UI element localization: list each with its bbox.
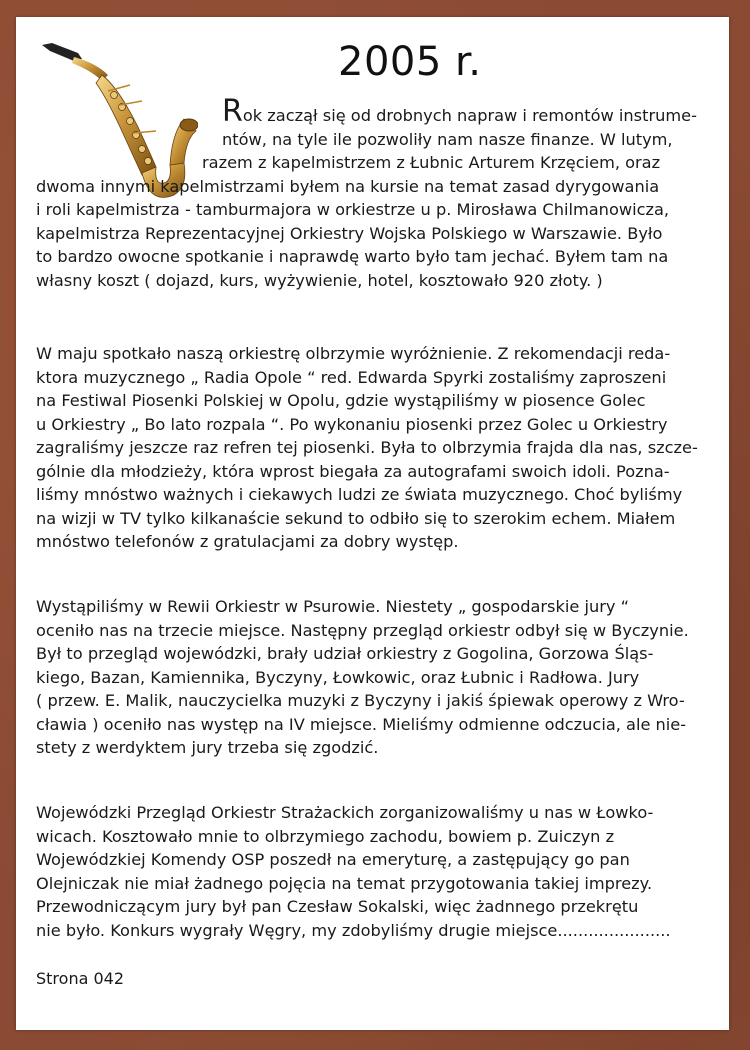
text-line: zagraliśmy jeszcze raz refren tej piosenki. Była to olbrzymia frajda dla nas, szcze-: [36, 438, 698, 457]
text-line: ktora muzycznego „ Radia Opole “ red. Edwarda Spyrki zostaliśmy zaproszeni: [36, 367, 667, 387]
text-line: cławia ) oceniło nas występ na IV miejsce. Mieliśmy odmienne odczucia, ale nie-: [36, 714, 687, 734]
text-line: ntów, na tyle ile pozwoliły nam nasze finanze. W lutym,: [222, 129, 673, 149]
text-line: dwoma innymi kapelmistrzami byłem na kursie na temat zasad dyrygowania: [36, 176, 660, 196]
text-line: Wystąpiliśmy w Rewii Orkiestr w Psurowie. Niestety „ gospodarskie jury “: [36, 597, 629, 616]
paragraph-4: [36, 801, 671, 942]
page-number: Strona 042: [36, 969, 125, 988]
text-line: i roli kapelmistrza - tamburmajora w orkiestrze u p. Mirosława Chilmanowicza,: [36, 200, 670, 219]
text-line: Rok zaczął się od drobnych napraw i remontów instrume-: [222, 94, 697, 129]
text-line: na wizji w TV tylko kilkanaście sekund to odbiło się to szerokim echem. Miałem: [36, 508, 676, 528]
paragraph-2: [36, 342, 698, 554]
text-line: Olejniczak nie miał żadnego pojęcia na temat przygotowania takiej imprezy.: [36, 873, 653, 893]
text-line: Przewodniczącym jury był pan Czesław Sokalski, więc żadnnego przekrętu: [36, 897, 639, 916]
text-line: wicach. Kosztowało mnie to olbrzymiego zachodu, bowiem p. Zuiczyn z: [36, 826, 615, 846]
text-line: Wojewódzkiej Komendy OSP poszedł na emeryturę, a zastępujący go pan: [36, 850, 630, 869]
page-title: 2005 r.: [338, 39, 482, 85]
text-line: stety z werdyktem jury trzeba się zgodzić.: [36, 738, 379, 757]
text-line: ( przew. E. Malik, nauczycielka muzyki z Byczyny i jakiś śpiewak operowy z Wro-: [36, 691, 685, 710]
text-line: u Orkiestry „ Bo lato rozpala “. Po wykonaniu piosenki przez Golec u Orkiestry: [36, 414, 668, 434]
text-line: nie było. Konkurs wygrały Węgry, my zdobyliśmy drugie miejsce......................: [36, 920, 671, 940]
text-line: to bardzo owocne spotkanie i naprawdę warto było tam jechać. Byłem tam na: [36, 247, 669, 266]
text-line: W maju spotkało naszą orkiestrę olbrzymie wyróżnienie. Z rekomendacji reda-: [36, 344, 671, 363]
drop-cap: R: [222, 94, 243, 129]
text-line: na Festiwal Piosenki Polskiej w Opolu, gdzie wystąpiliśmy w piosence Golec: [36, 391, 646, 410]
text-line: liśmy mnóstwo ważnych i ciekawych ludzi ze świata muzycznego. Choć byliśmy: [36, 485, 683, 504]
paragraph-1: [36, 94, 697, 292]
text-line: oceniło nas na trzecie miejsce. Następny przegląd orkiestr odbył się w Byczynie.: [36, 620, 689, 640]
text-line: kapelmistrza Reprezentacyjnej Orkiestry Wojska Polskiego w Warszawie. Było: [36, 223, 663, 243]
text-line: mnóstwo telefonów z gratulacjami za dobry występ.: [36, 532, 459, 551]
text-line: Wojewódzki Przegląd Orkiestr Strażackich zorganizowaliśmy u nas w Łowko-: [36, 803, 654, 822]
paragraph-3: [36, 595, 689, 760]
text-line: kiego, Bazan, Kamiennika, Byczyny, Łowkowic, oraz Łubnic i Radłowa. Jury: [36, 667, 640, 687]
text-line: własny koszt ( dojazd, kurs, wyżywienie, hotel, kosztowało 920 złoty. ): [36, 270, 603, 290]
text-line: razem z kapelmistrzem z Łubnic Arturem Krzęciem, oraz: [202, 153, 661, 172]
document-page: [16, 17, 729, 1030]
text-line: gólnie dla młodzieży, która wprost biegała za autografami swoich idoli. Pozna-: [36, 461, 670, 481]
text-line: Był to przegląd wojewódzki, brały udział orkiestry z Gogolina, Gorzowa Śląs-: [36, 644, 654, 663]
